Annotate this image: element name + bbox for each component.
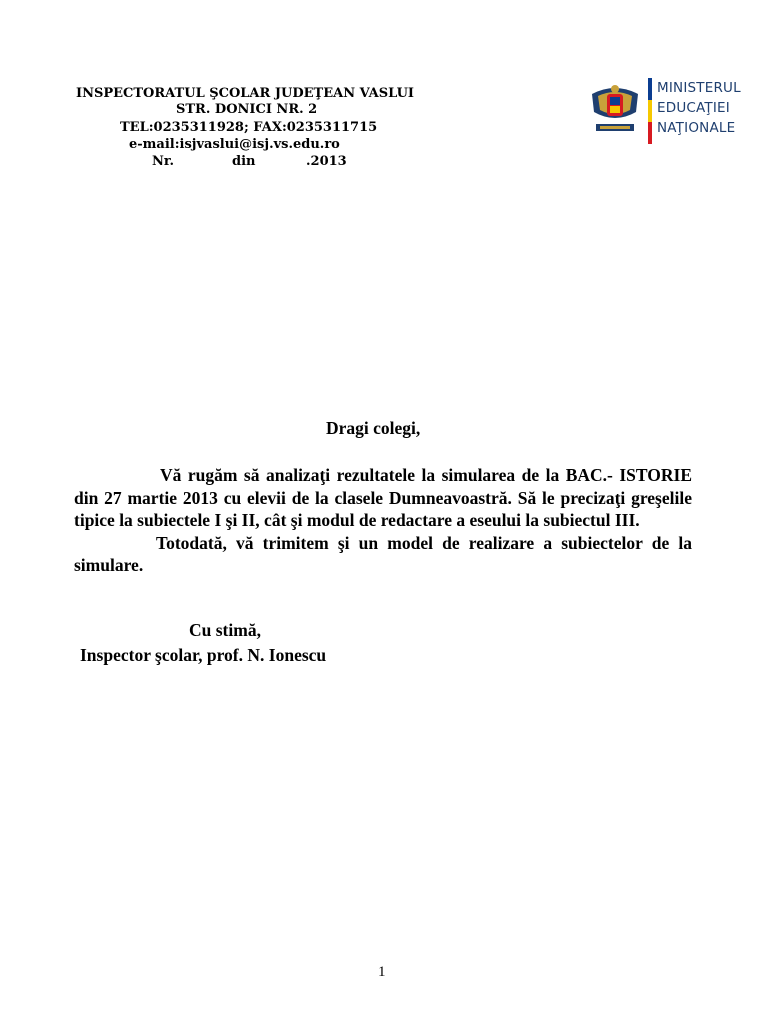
salutation: Dragi colegi, xyxy=(326,418,421,438)
institution-name: INSPECTORATUL ŞCOLAR JUDEŢEAN VASLUI xyxy=(76,86,414,101)
ministry-name xyxy=(657,78,741,138)
signature: Inspector şcolar, prof. N. Ionescu xyxy=(80,645,327,665)
institution-phone-fax: TEL:0235311928; FAX:0235311715 xyxy=(120,120,378,135)
tricolor-bar xyxy=(648,78,652,144)
registration-year: .2013 xyxy=(306,154,347,169)
letter-body xyxy=(74,464,692,577)
institution-address: STR. DONICI NR. 2 xyxy=(176,102,318,117)
ministry-line-2: EDUCAŢIEI xyxy=(657,100,730,116)
ministry-line-3: NAŢIONALE xyxy=(657,120,736,136)
paragraph-2: Totodată, vă trimitem şi un model de realizare a subiectelor de la simulare. xyxy=(74,532,692,575)
page-number: 1 xyxy=(378,964,386,980)
romanian-coat-of-arms-icon xyxy=(586,80,644,138)
tricolor-yellow xyxy=(648,100,652,122)
institution-email: e-mail:isjvaslui@isj.vs.edu.ro xyxy=(129,137,340,152)
ministry-logo xyxy=(582,76,748,146)
registration-din-label: din xyxy=(232,154,256,169)
paragraph-1: Vă rugăm să analizaţi rezultatele la simularea de la BAC.- ISTORIE din 27 martie 2013 cu elevii de la clasele Dumneavoastră. Să le precizaţi greşelile tipice la subiectele I şi II, cât şi modul de redactare a eseului la subiectul III. xyxy=(74,465,692,530)
tricolor-red xyxy=(648,122,652,144)
closing: Cu stimă, xyxy=(189,620,261,640)
ministry-line-1: MINISTERUL xyxy=(657,80,741,96)
tricolor-blue xyxy=(648,78,652,100)
registration-nr-label: Nr. xyxy=(152,154,175,169)
